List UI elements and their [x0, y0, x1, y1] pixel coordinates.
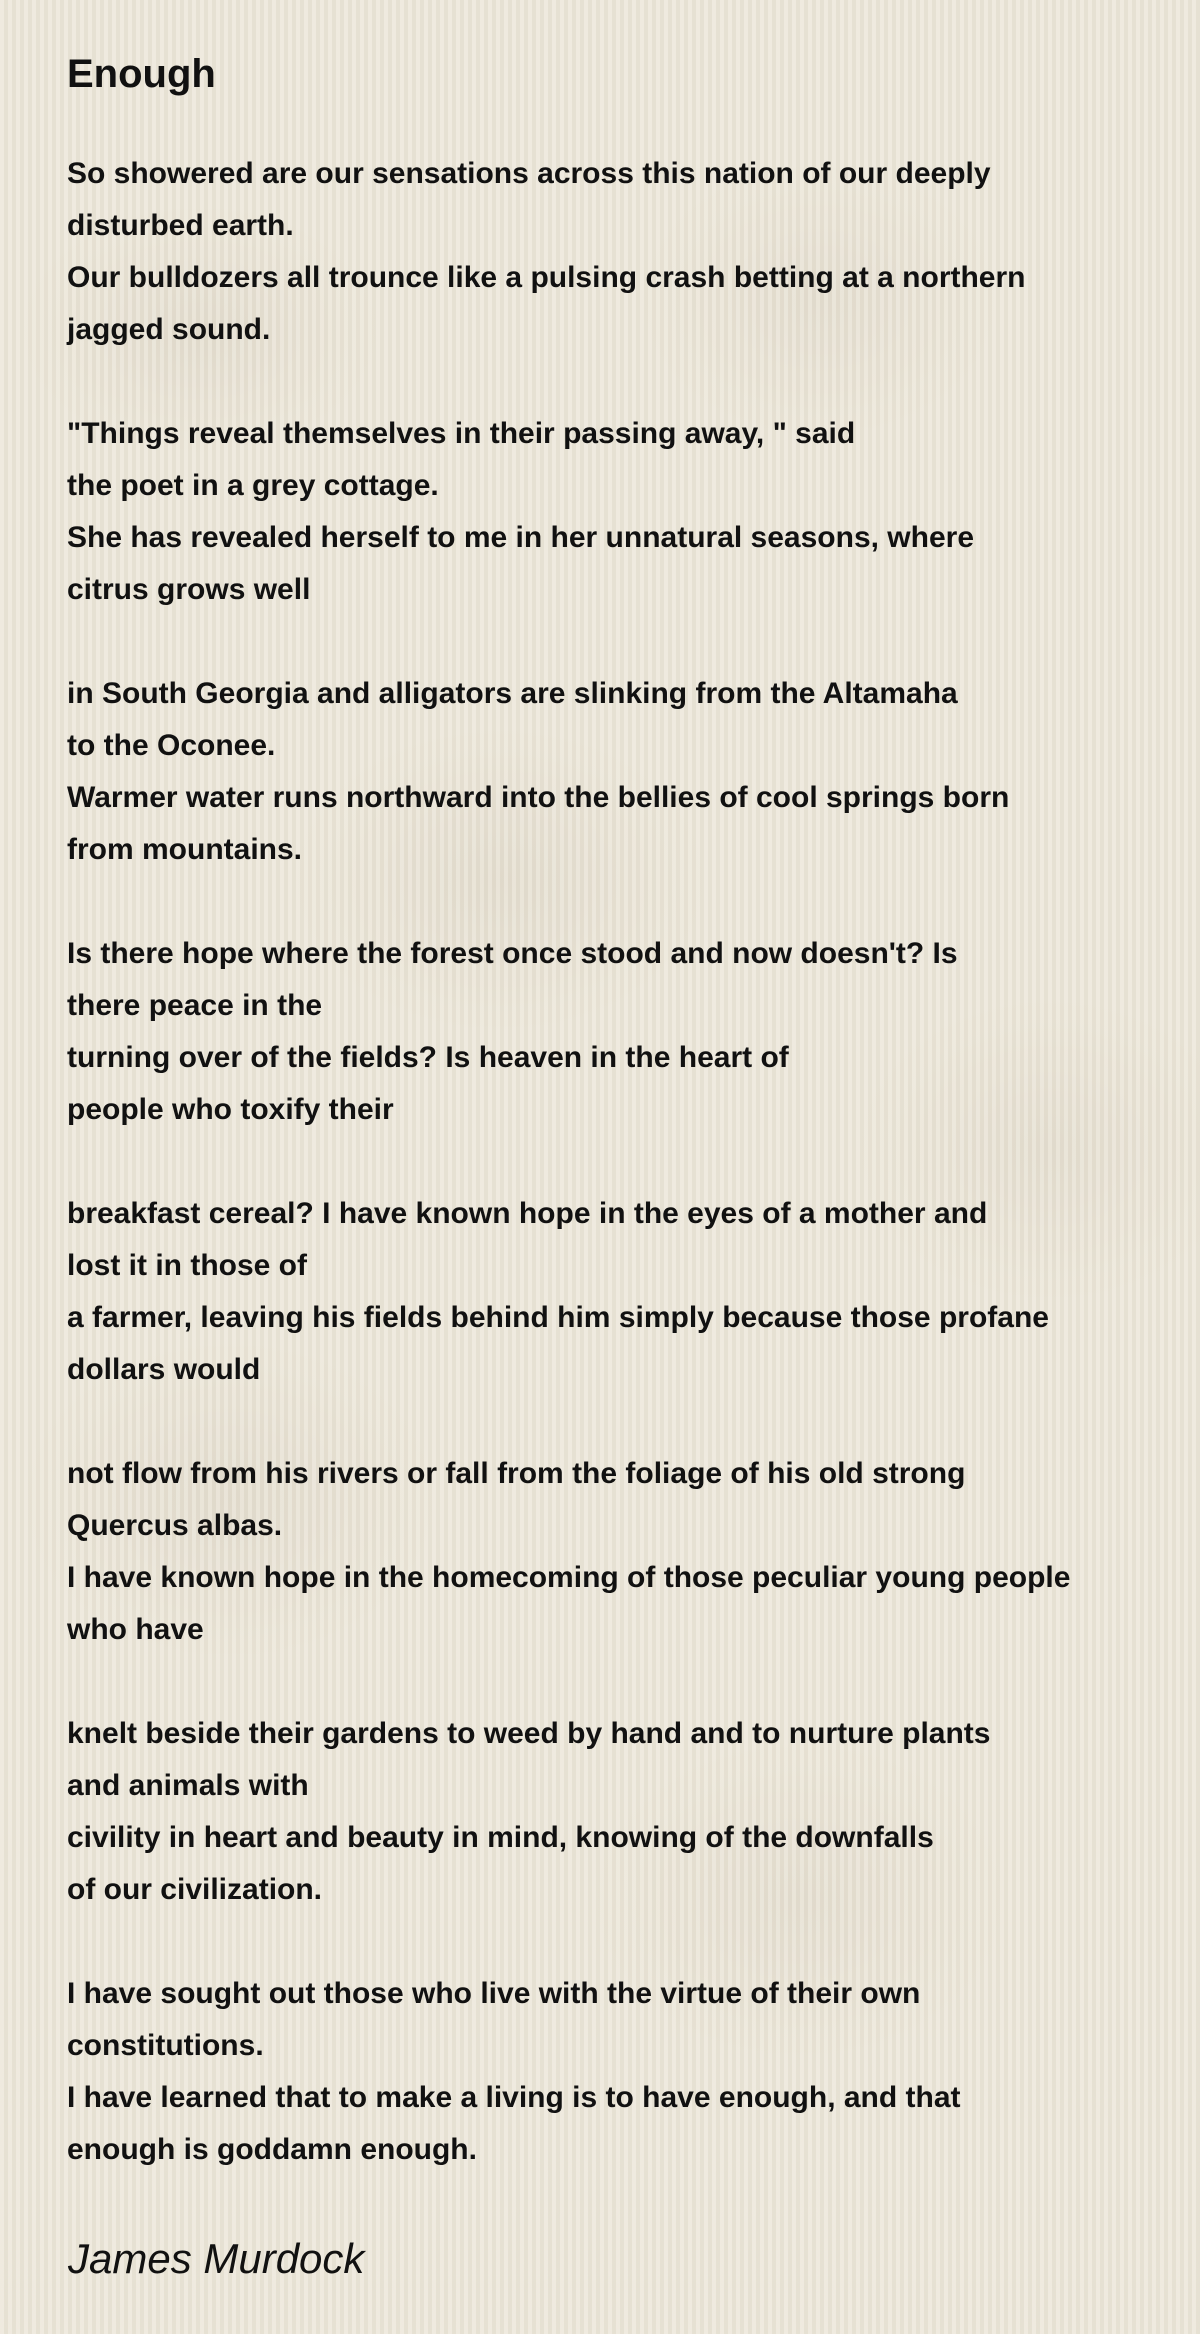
poem-line: and animals with — [67, 1769, 309, 1802]
poem-line: She has revealed herself to me in her unnatural seasons, where — [67, 521, 975, 554]
poem-line: there peace in the — [67, 989, 323, 1022]
poem-line: citrus grows well — [67, 573, 311, 606]
poem-line: Warmer water runs northward into the bellies of cool springs born — [67, 781, 1010, 814]
poem-line: disturbed earth. — [67, 209, 294, 242]
stanza — [67, 408, 1177, 616]
poem-line: lost it in those of — [67, 1249, 307, 1282]
poem-line: not flow from his rivers or fall from the foliage of his old strong — [67, 1457, 966, 1490]
stanza — [67, 668, 1177, 876]
poem-line: Is there hope where the forest once stood and now doesn't? Is — [67, 937, 958, 970]
poem-line: constitutions. — [67, 2029, 264, 2062]
poem-line: I have known hope in the homecoming of those peculiar young people — [67, 1561, 1071, 1594]
poem-body — [67, 148, 1177, 2228]
poem-line: enough is goddamn enough. — [67, 2133, 477, 2166]
poem-line: breakfast cereal? I have known hope in the eyes of a mother and — [67, 1197, 988, 1230]
poem-author[interactable]: James Murdock — [68, 2235, 365, 2282]
poem-line: "Things reveal themselves in their passing away, " said — [67, 417, 856, 450]
stanza — [67, 1188, 1177, 1396]
stanza — [67, 1448, 1177, 1656]
poem-line: So showered are our sensations across this nation of our deeply — [67, 157, 991, 190]
stanza — [67, 1708, 1177, 1916]
poem-line: from mountains. — [67, 833, 303, 866]
poem-line: jagged sound. — [67, 313, 271, 346]
poem-line: in South Georgia and alligators are slinking from the Altamaha — [67, 677, 958, 710]
poem-line: turning over of the fields? Is heaven in the heart of — [67, 1041, 789, 1074]
poem-line: Our bulldozers all trounce like a pulsing crash betting at a northern — [67, 261, 1026, 294]
stanza — [67, 148, 1177, 356]
poem-line: a farmer, leaving his fields behind him simply because those profane — [67, 1301, 1049, 1334]
poem-line: people who toxify their — [67, 1093, 394, 1126]
stanza — [67, 928, 1177, 1136]
poem-line: I have learned that to make a living is to have enough, and that — [67, 2081, 961, 2114]
poem-line: Quercus albas. — [67, 1509, 283, 1542]
poem-line: knelt beside their gardens to weed by hand and to nurture plants — [67, 1717, 991, 1750]
poem-line: I have sought out those who live with the virtue of their own — [67, 1977, 921, 2010]
poem-line: who have — [67, 1613, 204, 1646]
poem-line: of our civilization. — [67, 1873, 323, 1906]
poem-line: civility in heart and beauty in mind, knowing of the downfalls — [67, 1821, 934, 1854]
poem-line: the poet in a grey cottage. — [67, 469, 439, 502]
poem-line: dollars would — [67, 1353, 261, 1386]
stanza — [67, 1968, 1177, 2176]
poem-line: to the Oconee. — [67, 729, 276, 762]
poem-title: Enough — [67, 52, 216, 96]
